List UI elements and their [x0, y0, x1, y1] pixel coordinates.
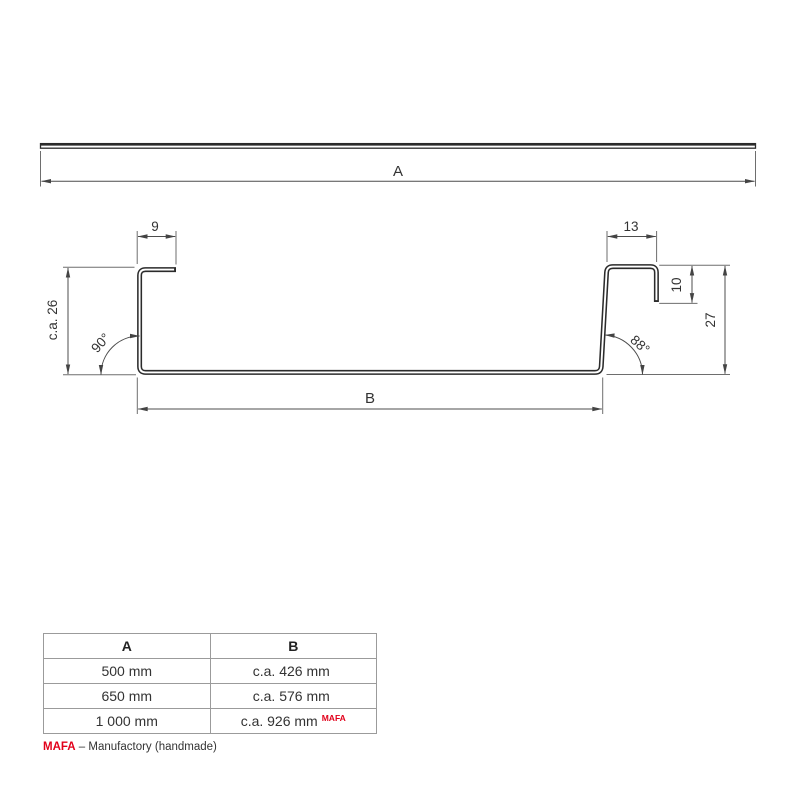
table-row: [44, 684, 377, 709]
dim-height-right: [703, 266, 725, 374]
cell-a: 650 mm: [44, 684, 211, 709]
angle-right: [605, 332, 730, 374]
cell-b: c.a. 576 mm: [210, 684, 377, 709]
dim-tab-right: [607, 219, 657, 262]
table-row: [44, 659, 377, 684]
dim-tab-left-label: 9: [151, 219, 159, 234]
angle-left-label: 90°: [88, 330, 114, 356]
table-header-b: B: [210, 634, 377, 659]
dim-tab-left: [137, 219, 176, 265]
dim-tab-right-label: 13: [623, 219, 639, 234]
flat-sheet: [41, 144, 756, 149]
dim-sheet-length-label: A: [392, 163, 404, 180]
table-header-a: A: [44, 634, 211, 659]
footnote-text: – Manufactory (handmade): [78, 741, 217, 753]
dim-base-width: [137, 378, 602, 415]
table-header-row: [44, 634, 377, 659]
dim-height-left: [45, 267, 136, 375]
angle-left: [88, 330, 139, 374]
dim-height-left-label: c.a. 26: [45, 299, 60, 341]
cell-b: c.a. 426 mm: [210, 659, 377, 684]
profile-outline: [140, 267, 657, 373]
dim-base-width-label: B: [364, 390, 376, 407]
mafa-superscript: MAFA: [321, 713, 346, 724]
cell-a: 500 mm: [44, 659, 211, 684]
cell-b: c.a. 926 mm $^{MAFA}$: [210, 709, 377, 734]
dim-height-right-label: 27: [703, 312, 718, 328]
table-row: [44, 709, 377, 734]
dim-flange-right-label: 10: [669, 277, 684, 293]
size-table: [43, 633, 377, 734]
angle-right-label: 88°: [627, 332, 653, 358]
footnote-brand: MAFA: [43, 741, 76, 753]
footnote: [43, 741, 217, 753]
dim-sheet-length: [41, 151, 756, 187]
dim-flange-right: [659, 265, 730, 303]
cell-a: 1 000 mm: [44, 709, 211, 734]
